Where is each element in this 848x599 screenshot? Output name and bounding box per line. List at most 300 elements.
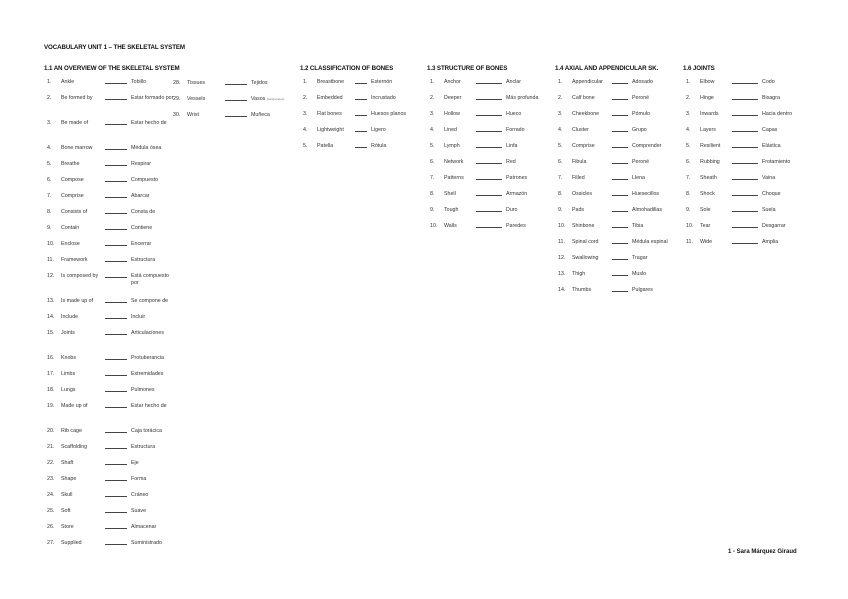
separator-line [732,83,758,84]
separator-line [225,84,247,85]
item-number: 1. [686,79,691,85]
item-number: 4. [558,127,563,133]
vocab-item [427,127,554,143]
english-term: Vessels [187,96,206,102]
separator-line [476,131,502,132]
english-term: Soft [61,508,71,514]
separator-line [476,99,502,100]
english-term: Embedded [317,95,343,101]
separator-line [225,100,247,101]
english-term: Elbow [700,79,715,85]
english-term: Rubbing [700,159,720,165]
separator-line [355,147,367,148]
separator-line [612,131,628,132]
item-number: 7. [558,175,563,181]
separator-line [355,115,367,116]
item-number: 10. [558,223,566,229]
item-number: 2. [686,95,691,101]
vocab-item [44,177,180,193]
separator-line [612,291,628,292]
item-number: 8. [47,209,52,215]
spanish-translation: Pómulo [632,111,650,117]
item-number: 25. [47,508,55,514]
english-term: Made up of [61,403,88,409]
spanish-translation: Articulaciones [131,330,164,336]
separator-line [105,277,127,278]
separator-line [612,195,628,196]
section-heading: 1.3 STRUCTURE OF BONES [427,65,508,72]
spanish-translation: Pulgares [632,287,653,293]
separator-line [476,115,502,116]
item-number: 5. [47,161,52,167]
spanish-translation: Compuesto [131,177,159,183]
item-number: 7. [686,175,691,181]
english-term: Shell [444,191,456,197]
vocab-item [427,191,554,207]
separator-line [105,302,127,303]
spanish-translation: Choque [762,191,781,197]
vocab-item [427,95,554,111]
separator-line [105,318,127,319]
english-term: Tissues [187,80,206,86]
item-number: 5. [430,143,435,149]
section-structure [427,65,554,239]
separator-line [612,147,628,148]
vocab-item [44,508,180,524]
item-number: 17. [47,371,55,377]
item-number: 4. [303,127,308,133]
vocab-item [683,223,810,239]
spanish-translation: Encerrar [131,241,152,247]
spanish-translation: Armazón [506,191,528,197]
item-number: 8. [430,191,435,197]
vocab-item [300,95,417,111]
separator-line [225,116,247,117]
spanish-translation: Estar hecho de [131,120,167,126]
english-term: Resilient [700,143,721,149]
separator-line [476,211,502,212]
english-term: Shock [700,191,715,197]
english-term: Lightweight [317,127,344,133]
english-term: Is made up of [61,298,94,304]
item-number: 16. [47,355,55,361]
separator-line [105,181,127,182]
item-number: 4. [430,127,435,133]
vocab-item [683,175,810,191]
separator-line [732,243,758,244]
spanish-translation: Se compone de [131,298,169,304]
spanish-translation: Anclar [506,79,522,85]
separator-line [732,163,758,164]
item-number: 4. [686,127,691,133]
item-number: 2. [303,95,308,101]
item-number: 9. [558,207,563,213]
item-number: 13. [47,298,55,304]
item-number: 2. [47,95,52,101]
separator-line [476,179,502,180]
english-term: Shinbone [572,223,595,229]
english-term: Hollow [444,111,460,117]
english-term: Ankle [61,79,75,85]
spanish-translation: Eje [131,460,139,466]
english-term: Shaft [61,460,74,466]
separator-line [612,179,628,180]
item-number: 1. [47,79,52,85]
vocab-list [427,79,554,239]
english-term: Comprise [572,143,595,149]
vocab-item [427,143,554,159]
english-term: Calf bone [572,95,595,101]
english-term: Sole [700,207,711,213]
spanish-translation: Huesos planos [371,111,407,117]
spanish-translation: Muslo [632,271,647,277]
english-term: Wide [700,239,713,245]
english-term: Anchor [444,79,461,85]
item-number: 9. [430,207,435,213]
english-term: Scaffolding [61,444,88,450]
separator-line [612,243,628,244]
item-number: 14. [47,314,55,320]
item-number: 10. [47,241,55,247]
item-number: 13. [558,271,566,277]
separator-line [105,528,127,529]
item-number: 5. [303,143,308,149]
vocab-item [44,95,180,120]
vocab-item [555,255,680,271]
separator-line [612,99,628,100]
separator-line [105,391,127,392]
vocab-item [683,207,810,223]
spanish-translation: Suela [762,207,776,213]
spanish-translation: Más profunda [506,95,539,101]
separator-line [612,259,628,260]
separator-line [612,227,628,228]
english-term: Rib cage [61,428,82,434]
spanish-translation: Linfa [506,143,518,149]
item-number: 27. [47,540,55,546]
english-term: Be formed by [61,95,93,101]
separator-line [612,83,628,84]
vocab-item [44,540,180,556]
vocab-item [44,225,180,241]
vocab-list [683,79,810,255]
english-term: Comprise [61,193,84,199]
vocab-item [44,403,180,428]
item-number: 26. [47,524,55,530]
section-joints [683,65,810,255]
english-term: Walls [444,223,457,229]
separator-line [476,195,502,196]
spanish-translation: Frotamiento [762,159,791,165]
separator-line [105,407,127,408]
item-number: 19. [47,403,55,409]
english-term: Wrist [187,112,199,118]
vocab-item [44,241,180,257]
spanish-translation: Médula ósea [131,145,162,151]
english-term: Appendicular [572,79,603,85]
item-number: 24. [47,492,55,498]
english-term: Swallowing [572,255,599,261]
vocab-item [555,287,680,303]
item-number: 29. [173,96,181,102]
vocab-item [555,143,680,159]
vocab-item [44,79,180,95]
separator-line [732,131,758,132]
spanish-translation: Contiene [131,225,153,231]
separator-line [105,464,127,465]
item-number: 2. [558,95,563,101]
vocab-item [683,111,810,127]
vocab-item [44,209,180,225]
vocab-item [44,476,180,492]
english-term: Shape [61,476,77,482]
document-title: VOCABULARY UNIT 1 – THE SKELETAL SYSTEM [44,44,185,51]
vocab-item [44,371,180,387]
english-term: Flat bones [317,111,342,117]
english-term: Cluster [572,127,589,133]
separator-line [105,480,127,481]
english-term: Limbs [61,371,76,377]
english-term: Be made of [61,120,89,126]
spanish-translation: Capas [762,127,778,133]
spanish-translation: Estar hecho de [131,403,167,409]
spanish-translation: Llena [632,175,645,181]
english-term: Is composed by [61,273,99,279]
vocab-item [170,112,297,128]
vocab-item [555,223,680,239]
english-term: Enclose [61,241,80,247]
separator-line [105,544,127,545]
spanish-translation: Consta de [131,209,156,215]
vocab-item [683,239,810,255]
vocab-item [555,79,680,95]
vocab-item [44,355,180,371]
item-number: 12. [47,273,55,279]
item-number: 5. [686,143,691,149]
spanish-translation: Muñeca [251,112,270,118]
vocab-item [683,79,810,95]
vocab-item [683,95,810,111]
english-term: Compose [61,177,84,183]
separator-line [476,227,502,228]
vocab-item [555,127,680,143]
item-number: 15. [47,330,55,336]
spanish-translation: Codo [762,79,775,85]
vocab-item [170,96,297,112]
spanish-translation: Cráneo [131,492,149,498]
spanish-translation: Forrado [506,127,525,133]
spanish-translation: Suave [131,508,147,514]
english-term: Include [61,314,79,320]
spanish-translation: Hueco [506,111,522,117]
spanish-translation: Protuberancia [131,355,164,361]
vocab-item [44,161,180,177]
item-number: 7. [47,193,52,199]
item-number: 3. [686,111,691,117]
item-number: 1. [430,79,435,85]
separator-line [105,245,127,246]
section-classification [300,65,417,159]
item-number: 23. [47,476,55,482]
item-number: 8. [686,191,691,197]
vocab-item [44,460,180,476]
spanish-translation: Elástica [762,143,781,149]
vocab-item [683,159,810,175]
separator-line [732,211,758,212]
vocab-item [427,111,554,127]
separator-line [105,197,127,198]
spanish-translation: Pulmones [131,387,155,393]
section-overview-col2 [170,80,297,128]
english-term: Skull [61,492,73,498]
spanish-translation: Red [506,159,516,165]
english-term: Lungs [61,387,76,393]
vocab-item [427,223,554,239]
vocab-item [44,444,180,460]
separator-line [355,99,367,100]
english-term: Cheekbone [572,111,600,117]
spanish-translation: Suministrado [131,540,162,546]
item-number: 1. [558,79,563,85]
separator-line [732,147,758,148]
spanish-translation: Almohadillas [632,207,663,213]
english-term: Lymph [444,143,460,149]
item-number: 11. [686,239,693,245]
english-term: Joints [61,330,75,336]
translation-note: (sanguíneos) [266,97,285,101]
spanish-translation: Peroné [632,95,650,101]
item-number: 1. [303,79,308,85]
spanish-translation: Forma [131,476,147,482]
english-term: Inwards [700,111,719,117]
vocab-item [44,524,180,540]
english-term: Patterns [444,175,464,181]
item-number: 3. [47,120,52,126]
vocab-item [300,111,417,127]
vocab-item [300,143,417,159]
separator-line [612,275,628,276]
separator-line [476,83,502,84]
spanish-translation: Patrones [506,175,528,181]
vocab-item [555,239,680,255]
spanish-translation: Desgarrar [762,223,786,229]
separator-line [105,213,127,214]
separator-line [105,512,127,513]
vocab-item [683,143,810,159]
separator-line [612,115,628,116]
separator-line [732,195,758,196]
spanish-translation: Huesecillos [632,191,660,197]
english-term: Patella [317,143,334,149]
spanish-translation: Comprender [632,143,662,149]
spanish-translation: Duro [506,207,518,213]
english-term: Network [444,159,464,165]
vocab-item [427,159,554,175]
item-number: 3. [430,111,435,117]
vocab-item [555,159,680,175]
item-number: 6. [430,159,435,165]
spanish-translation: Estar formado por [131,95,174,101]
english-term: Store [61,524,74,530]
separator-line [732,179,758,180]
english-term: Hinge [700,95,714,101]
english-term: Spinal cord [572,239,599,245]
separator-line [355,83,367,84]
item-number: 6. [47,177,52,183]
section-heading: 1.2 CLASSIFICATION OF BONES [300,65,394,72]
vocab-item [44,492,180,508]
spanish-translation: Vaina [762,175,776,181]
spanish-translation: Hacia dentro [762,111,793,117]
vocab-item [427,175,554,191]
spanish-translation: Rótula [371,143,387,149]
english-term: Fibula [572,159,587,165]
spanish-translation: Bisagra [762,95,780,101]
vocab-item [555,111,680,127]
separator-line [105,165,127,166]
section-axial-appendicular [555,65,680,303]
english-term: Layers [700,127,716,133]
separator-line [105,83,127,84]
spanish-translation: Abarcar [131,193,150,199]
separator-line [105,149,127,150]
item-number: 10. [686,223,694,229]
vocab-list [44,79,180,556]
separator-line [105,496,127,497]
separator-line [105,375,127,376]
spanish-translation: Esternón [371,79,393,85]
vocab-item [44,330,180,355]
english-term: Deeper [444,95,462,101]
separator-line [612,211,628,212]
spanish-translation: Incrustado [371,95,396,101]
vocab-item [44,428,180,444]
item-number: 2. [430,95,435,101]
vocab-item [427,79,554,95]
vocab-item [44,257,180,273]
item-number: 11. [47,257,54,263]
item-number: 4. [47,145,52,151]
spanish-translation: Extremidades [131,371,164,377]
spanish-translation: Tobillo [131,79,147,85]
page-footer: 1 - Sara Márquez Giraud [728,549,797,555]
english-term: Framework [61,257,88,263]
separator-line [105,359,127,360]
spanish-translation: Respirar [131,161,152,167]
vocab-item [44,193,180,209]
item-number: 12. [558,255,566,261]
vocab-item [555,175,680,191]
spanish-translation: Amplia [762,239,779,245]
vocab-item [300,127,417,143]
item-number: 5. [558,143,563,149]
separator-line [105,334,127,335]
english-term: Thumbs [572,287,592,293]
separator-line [476,163,502,164]
item-number: 9. [686,207,691,213]
item-number: 9. [47,225,52,231]
vocab-item [427,207,554,223]
spanish-translation: Tragar [632,255,648,261]
vocab-item [44,387,180,403]
english-term: Sheath [700,175,717,181]
separator-line [476,147,502,148]
separator-line [105,229,127,230]
spanish-translation: Incluir [131,314,146,320]
item-number: 30. [173,112,181,118]
spanish-translation: Médula espinal [632,239,668,245]
section-heading: 1.4 AXIAL AND APPENDICULAR SK. [555,65,659,72]
